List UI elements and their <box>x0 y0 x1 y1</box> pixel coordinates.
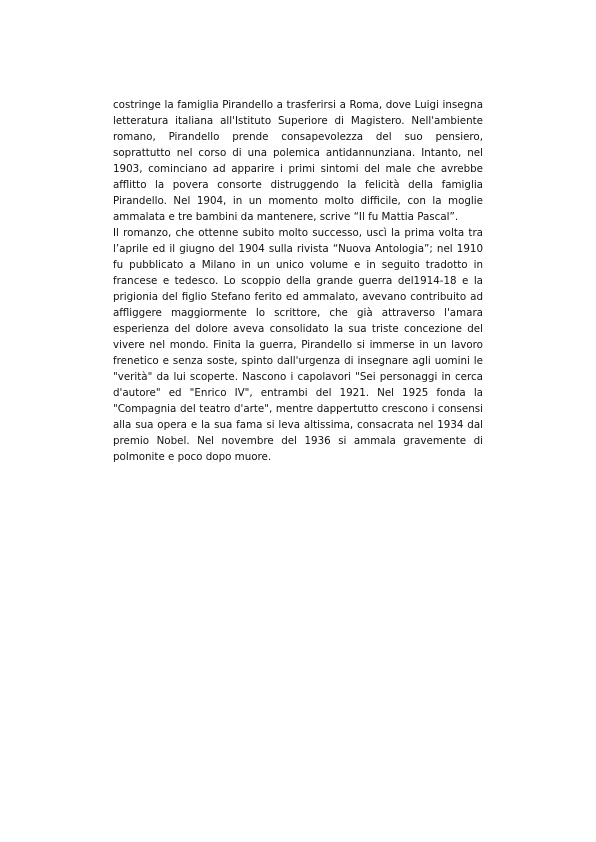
paragraph: costringe la famiglia Pirandello a trasferirsi a Roma, dove Luigi insegna letteratura italiana all'Istituto Superiore di Magistero. Nell'ambiente romano, Pirandello prende consapevolezza del suo pensiero, soprattutto nel corso di una polemica antidannunziana. Intanto, nel 1903, cominciano ad apparire i primi sintomi del male che avrebbe afflitto la povera consorte distruggendo la felicità della famiglia Pirandello. Nel 1904, in un momento molto difficile, con la moglie ammalata e tre bambini da mantenere, scrive “Il fu Mattia Pascal”. <box>113 99 483 223</box>
body-text <box>113 97 483 465</box>
paragraph: Il romanzo, che ottenne subito molto successo, uscì la prima volta tra l’aprile ed il giugno del 1904 sulla rivista “Nuova Antologia”; nel 1910 fu pubblicato a Milano in un unico volume e in seguito tradotto in francese e tedesco. Lo scoppio della grande guerra del1914-18 e la prigionia del figlio Stefano ferito ed ammalato, avevano contribuito ad affliggere maggiormente lo scrittore, che già attraverso l'amara esperienza del dolore aveva consolidato la sua triste concezione del vivere nel mondo. Finita la guerra, Pirandello si immerse in un lavoro frenetico e senza soste, spinto dall'urgenza di insegnare agli uomini le "verità" da lui scoperte. Nascono i capolavori "Sei personaggi in cerca d'autore" ed "Enrico IV", entrambi del 1921. Nel 1925 fonda la "Compagnia del teatro d'arte", mentre dappertutto crescono i consensi alla sua opera e la sua fama si leva altissima, consacrata nel 1934 dal premio Nobel. Nel novembre del 1936 si ammala gravemente di polmonite e poco dopo muore. <box>113 227 483 463</box>
